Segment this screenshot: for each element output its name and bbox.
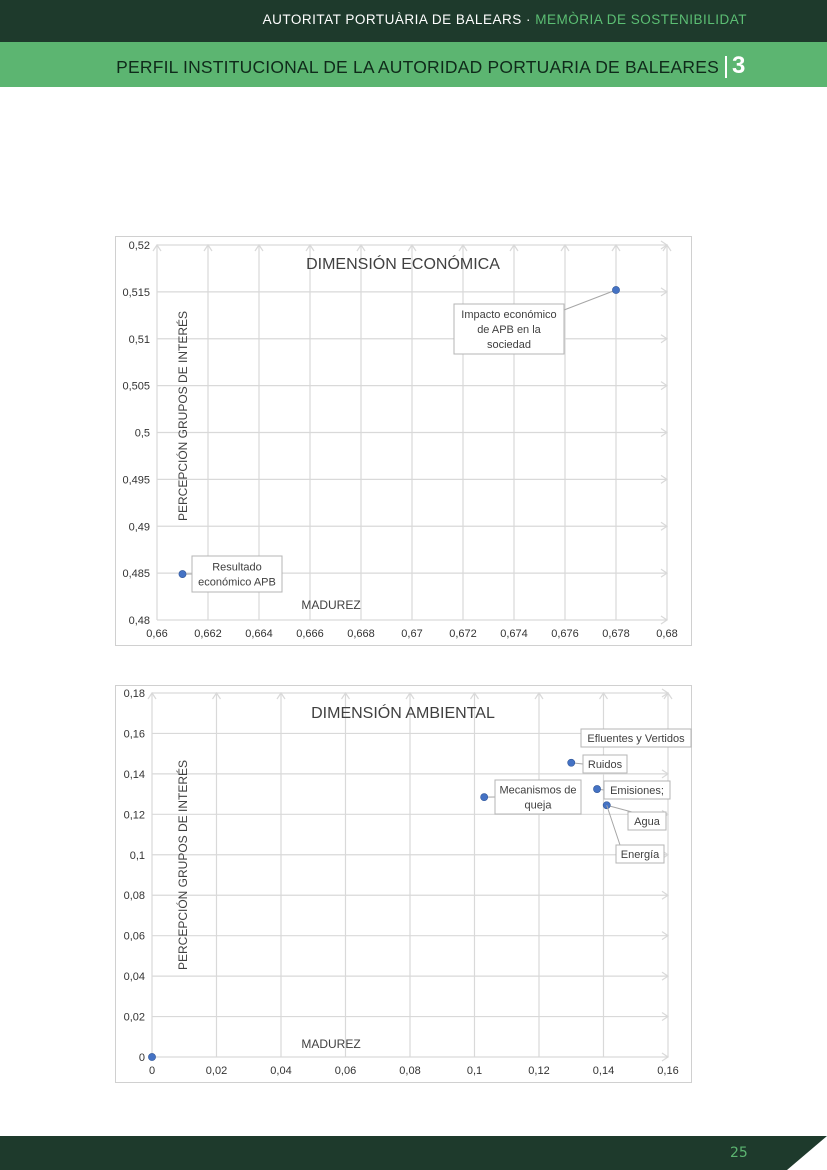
header-separator: ·: [521, 12, 536, 27]
y-tick-label: 0,14: [123, 768, 145, 781]
data-label: de APB en la: [477, 324, 541, 336]
data-label: Resultado: [212, 561, 262, 574]
data-label: Agua: [634, 816, 660, 828]
x-tick-label: 0,16: [657, 1065, 679, 1077]
data-point: [179, 570, 186, 577]
chart-title: DIMENSIÓN AMBIENTAL: [311, 705, 495, 722]
x-axis-label: MADUREZ: [301, 1037, 361, 1051]
x-tick-label: 0,68: [656, 628, 678, 640]
section-divider: [725, 56, 727, 78]
chart-title: DIMENSIÓN ECONÓMICA: [306, 256, 500, 273]
data-label: Ruidos: [587, 759, 623, 771]
section-header-bar: [0, 42, 827, 87]
data-point: [568, 759, 575, 766]
x-tick-label: 0,04: [270, 1065, 292, 1077]
y-tick-label: 0,515: [122, 286, 150, 299]
data-point: [481, 794, 488, 801]
chart-environmental-dimension: [115, 685, 692, 1083]
footer-decoration: [757, 1136, 827, 1170]
data-label: económico APB: [198, 576, 276, 589]
y-tick-label: 0: [138, 1052, 145, 1064]
x-tick-label: 0,674: [500, 628, 528, 640]
data-label: sociedad: [486, 339, 532, 351]
x-tick-label: 0,67: [401, 628, 423, 640]
y-tick-label: 0,18: [123, 688, 145, 700]
y-tick-label: 0,04: [123, 971, 145, 984]
y-tick-label: 0,505: [122, 380, 150, 393]
x-tick-label: 0,678: [602, 628, 630, 640]
data-point: [148, 1053, 155, 1060]
x-axis-label: MADUREZ: [301, 598, 361, 612]
y-tick-label: 0,49: [128, 521, 150, 534]
y-tick-label: 0,52: [128, 240, 150, 252]
data-label: Efluentes y Vertidos: [587, 733, 685, 745]
x-tick-label: 0,672: [449, 628, 477, 640]
x-tick-label: 0,676: [551, 628, 579, 640]
page-footer: [0, 1136, 827, 1170]
x-tick-label: 0,08: [399, 1065, 421, 1077]
x-tick-label: 0,66: [146, 628, 168, 640]
y-tick-label: 0,485: [122, 568, 150, 581]
x-tick-label: 0,06: [334, 1065, 357, 1077]
data-label: queja: [524, 799, 552, 812]
y-tick-label: 0,06: [123, 930, 145, 943]
data-point: [593, 785, 600, 792]
header-org: AUTORITAT PORTUÀRIA DE BALEARS: [262, 12, 522, 27]
x-tick-label: 0,14: [592, 1065, 615, 1077]
y-axis-label: PERCEPCIÓN GRUPOS DE INTERÉS: [176, 310, 190, 522]
header-line: [263, 12, 747, 27]
y-axis-label: PERCEPCIÓN GRUPOS DE INTERÉS: [176, 759, 190, 971]
x-tick-label: 0,02: [205, 1065, 228, 1077]
x-tick-label: 0: [148, 1065, 156, 1077]
y-tick-label: 0,1: [129, 849, 145, 862]
y-tick-label: 0,02: [123, 1011, 145, 1024]
page-number: 25: [730, 1145, 748, 1161]
data-label: Mecanismos de: [499, 784, 577, 797]
x-tick-label: 0,662: [194, 628, 222, 640]
x-tick-label: 0,668: [347, 628, 375, 640]
data-point: [603, 802, 610, 809]
section-title: PERFIL INSTITUCIONAL DE LA AUTORIDAD PORTUARIA DE BALEARES: [116, 57, 719, 77]
y-tick-label: 0,12: [123, 809, 145, 822]
x-tick-label: 0,664: [245, 628, 273, 640]
y-tick-label: 0,51: [128, 333, 150, 346]
x-tick-label: 0,1: [466, 1065, 483, 1077]
top-header-bar: [0, 0, 827, 42]
data-label: Emisiones;: [610, 785, 664, 797]
data-label: Impacto económico: [461, 309, 557, 321]
y-tick-label: 0,48: [128, 615, 150, 627]
y-tick-label: 0,08: [123, 890, 145, 903]
data-label: Energía: [620, 849, 660, 861]
section-number: 3: [732, 52, 746, 79]
x-tick-label: 0,12: [528, 1065, 550, 1077]
x-tick-label: 0,666: [296, 628, 324, 640]
header-doc-title: MEMÒRIA DE SOSTENIBILIDAT: [535, 12, 747, 27]
data-point: [612, 286, 619, 293]
chart-economic-dimension: [115, 236, 692, 646]
y-tick-label: 0,16: [123, 728, 145, 741]
y-tick-label: 0,5: [134, 427, 150, 440]
y-tick-label: 0,495: [122, 474, 150, 487]
